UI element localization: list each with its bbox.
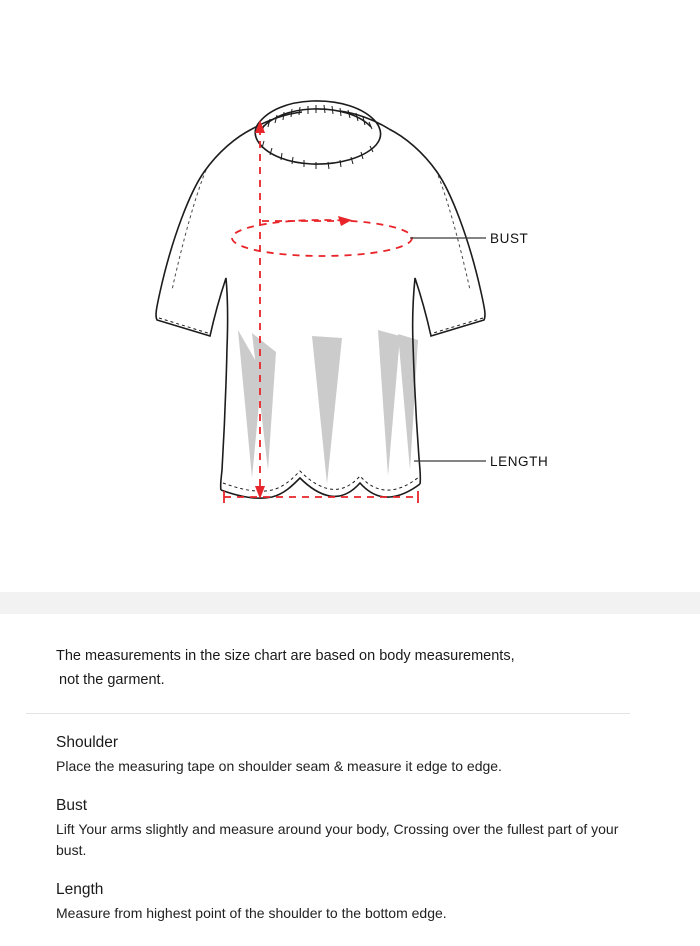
fabric-shading xyxy=(238,330,418,484)
definition-length xyxy=(56,879,644,924)
horizontal-rule xyxy=(26,713,630,714)
tshirt-outline xyxy=(156,111,485,498)
callout-leader-lines xyxy=(410,238,486,461)
collar-ribbing xyxy=(262,105,373,169)
intro-line-1: The measurements in the size chart are based on body measurements, xyxy=(56,648,515,664)
intro-line-2: not the garment. xyxy=(59,672,165,688)
definition-list xyxy=(0,732,700,924)
callout-label-length: LENGTH xyxy=(490,454,549,469)
definition-shoulder xyxy=(56,732,644,777)
definition-term: Length xyxy=(56,881,104,898)
definition-description: Place the measuring tape on shoulder seam & measure it edge to edge. xyxy=(56,758,502,774)
definition-description: Measure from highest point of the shoulder to the bottom edge. xyxy=(56,905,447,921)
definition-description: Lift Your arms slightly and measure around your body, Crossing over the fullest part of your bust. xyxy=(56,821,619,858)
measurement-notes xyxy=(0,614,700,946)
intro-text xyxy=(0,614,700,692)
bust-measure-ellipse xyxy=(232,220,412,256)
definition-bust xyxy=(56,795,644,861)
definition-term: Bust xyxy=(56,797,88,814)
section-divider-band xyxy=(0,592,700,614)
definition-term: Shoulder xyxy=(56,734,119,751)
sleeve-hems xyxy=(159,170,483,334)
callout-label-bust: BUST xyxy=(490,231,529,246)
bottom-hem-stitch xyxy=(223,471,419,491)
